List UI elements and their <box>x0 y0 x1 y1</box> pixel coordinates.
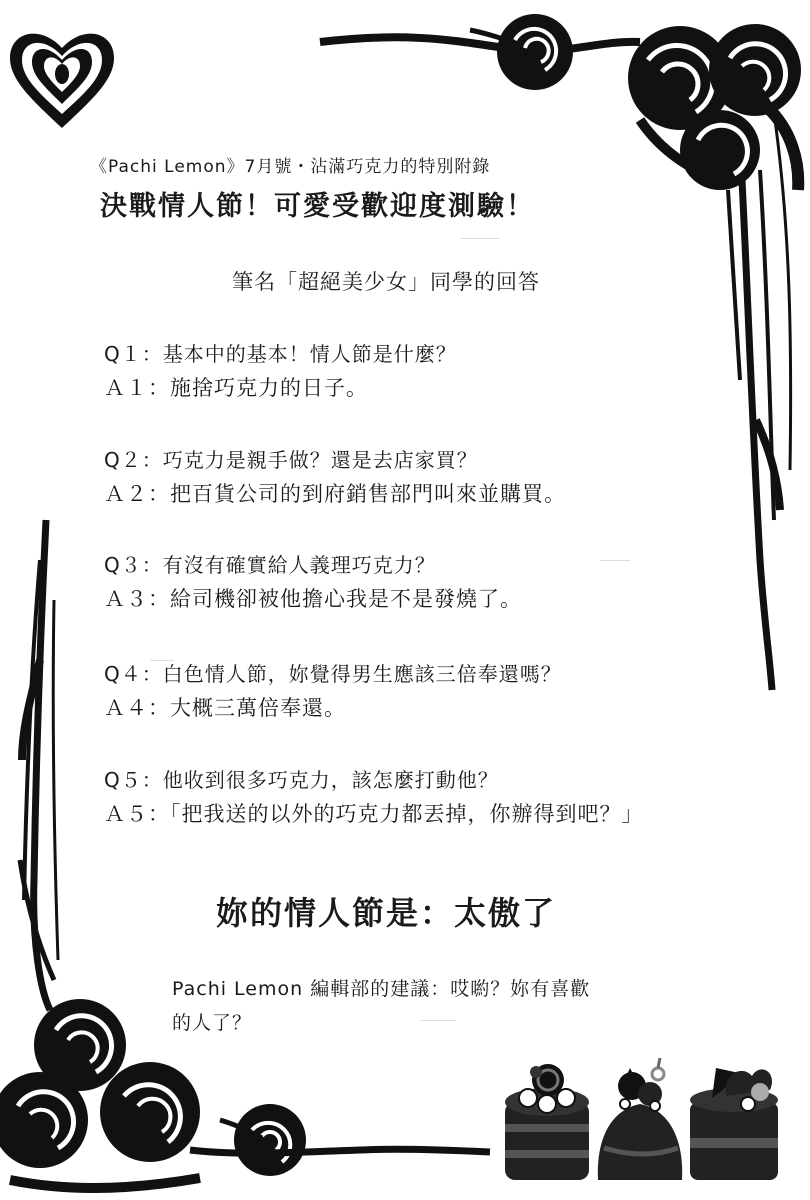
advice-line-1: Pachi Lemon 編輯部的建議：哎喲？妳有喜歡 <box>172 978 591 1000</box>
respondent-subtitle: 筆名「超絕美少女」同學的回答 <box>232 270 540 294</box>
magazine-header: 《Pachi Lemon》7月號・沾滿巧克力的特別附錄 <box>90 157 491 177</box>
editor-advice <box>172 972 672 1040</box>
heart-icon <box>10 34 114 128</box>
answer-5: Ａ５：「把我送的以外的巧克力都丟掉，你辦得到吧？」 <box>104 802 644 826</box>
qa-block-2 <box>104 443 704 511</box>
question-1: Q１：基本中的基本！情人節是什麼？ <box>104 342 457 366</box>
question-4: Q４：白色情人節，妳覺得男生應該三倍奉還嗎？ <box>104 662 562 686</box>
advice-line-2: 的人了？ <box>172 1012 253 1034</box>
question-5: Q５：他收到很多巧克力，該怎麼打動他？ <box>104 768 499 792</box>
quiz-result: 妳的情人節是：太傲了 <box>216 894 557 932</box>
answer-3: Ａ３：給司機卻被他擔心我是不是發燒了。 <box>104 587 522 611</box>
qa-block-5 <box>104 763 704 831</box>
quiz-title: 決戰情人節！可愛受歡迎度測驗！ <box>100 191 535 222</box>
answer-1: Ａ１：施捨巧克力的日子。 <box>104 376 368 400</box>
qa-block-4 <box>104 657 704 725</box>
qa-block-3 <box>104 548 704 616</box>
answer-2: Ａ２：把百貨公司的到府銷售部門叫來並購買。 <box>104 482 566 506</box>
left-stems <box>20 520 58 1010</box>
answer-4: Ａ４：大概三萬倍奉還。 <box>104 696 346 720</box>
qa-block-1 <box>104 337 704 405</box>
question-3: Q３：有沒有確實給人義理巧克力？ <box>104 553 436 577</box>
cake-illustrations <box>505 1058 778 1180</box>
question-2: Q２：巧克力是親手做？還是去店家買？ <box>104 448 478 472</box>
